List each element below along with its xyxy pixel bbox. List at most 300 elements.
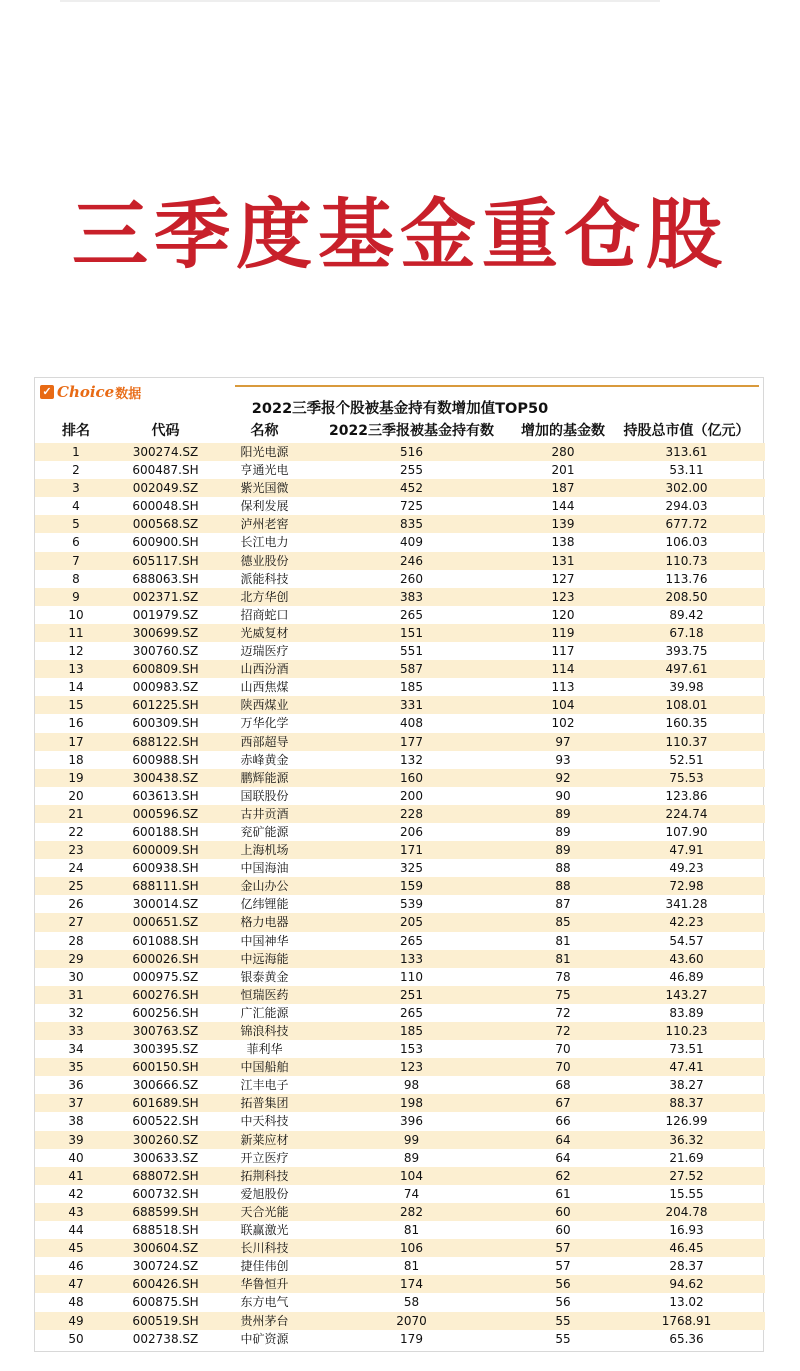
fund-count-cell: 587 — [400, 662, 423, 677]
rank-cell: 9 — [72, 589, 80, 604]
increase-cell: 68 — [555, 1078, 571, 1093]
code-cell: 600875.SH — [132, 1295, 199, 1310]
table-title: 2022三季报个股被基金持有数增加值TOP50 — [251, 401, 549, 417]
name-cell: 中国神华 — [240, 933, 289, 948]
table-row — [35, 696, 765, 714]
table-row — [35, 1293, 765, 1311]
code-cell: 600048.SH — [132, 499, 199, 514]
fund-count-cell: 104 — [400, 1168, 423, 1183]
name-cell: 金山办公 — [240, 879, 289, 894]
increase-cell: 120 — [551, 607, 575, 622]
fund-count-cell: 185 — [400, 680, 423, 695]
table-row — [35, 769, 765, 787]
code-cell: 688599.SH — [132, 1204, 199, 1219]
market-value-cell: 107.90 — [665, 824, 708, 839]
table-row — [35, 751, 765, 769]
rank-cell: 50 — [68, 1331, 84, 1346]
header-rank: 排名 — [62, 423, 90, 439]
fund-count-cell: 383 — [400, 589, 423, 604]
table-row — [35, 986, 765, 1004]
market-value-cell: 108.01 — [665, 698, 708, 713]
rank-cell: 29 — [68, 951, 84, 966]
market-value-cell: 126.99 — [665, 1114, 708, 1129]
code-cell: 300395.SZ — [132, 1042, 199, 1057]
name-cell: 联赢激光 — [240, 1223, 289, 1238]
market-value-cell: 110.73 — [665, 553, 708, 568]
code-cell: 601088.SH — [132, 933, 199, 948]
table-row — [35, 515, 765, 533]
increase-cell: 57 — [555, 1259, 571, 1274]
rank-cell: 43 — [68, 1204, 84, 1219]
fund-count-cell: 81 — [403, 1259, 420, 1274]
fund-count-cell: 516 — [400, 445, 423, 459]
code-cell: 600938.SH — [132, 861, 199, 876]
fund-count-cell: 265 — [400, 607, 423, 622]
table-row — [35, 805, 765, 823]
name-cell: 鹏辉能源 — [240, 770, 289, 785]
code-cell: 600426.SH — [132, 1277, 199, 1292]
name-cell: 中天科技 — [240, 1114, 289, 1129]
increase-cell: 97 — [555, 734, 571, 749]
name-cell: 银泰黄金 — [240, 969, 289, 984]
fund-count-cell: 205 — [400, 915, 423, 930]
table-row — [35, 678, 765, 696]
table-row — [35, 1330, 765, 1348]
name-cell: 万华化学 — [240, 716, 289, 731]
header-market-value: 持股总市值（亿元） — [623, 423, 750, 439]
rank-cell: 44 — [68, 1223, 84, 1238]
market-value-cell: 75.53 — [669, 770, 704, 785]
name-cell: 紫光国微 — [240, 481, 289, 496]
name-cell: 中远海能 — [240, 951, 289, 966]
market-value-cell: 89.42 — [669, 607, 704, 622]
name-cell: 陕西煤业 — [240, 698, 289, 713]
name-cell: 爱旭股份 — [240, 1186, 289, 1201]
market-value-cell: 143.27 — [665, 987, 708, 1002]
rank-cell: 40 — [68, 1150, 84, 1165]
market-value-cell: 106.03 — [665, 535, 708, 550]
name-cell: 德业股份 — [240, 553, 289, 568]
market-value-cell: 83.89 — [669, 1005, 704, 1020]
table-row — [35, 660, 765, 678]
code-cell: 300699.SZ — [132, 625, 199, 640]
rank-cell: 6 — [72, 535, 80, 550]
name-cell: 拓普集团 — [240, 1096, 289, 1111]
rank-cell: 17 — [68, 734, 84, 749]
market-value-cell: 393.75 — [665, 644, 708, 659]
fund-count-cell: 132 — [400, 752, 423, 767]
market-value-cell: 15.55 — [669, 1186, 704, 1201]
code-cell: 605117.SH — [132, 553, 199, 568]
rank-cell: 46 — [68, 1259, 84, 1274]
table-row — [35, 479, 765, 497]
increase-cell: 85 — [555, 915, 571, 930]
code-cell: 300014.SZ — [132, 897, 199, 912]
rank-cell: 27 — [68, 915, 84, 930]
fund-count-cell: 98 — [403, 1078, 420, 1093]
name-cell: 光威复材 — [240, 625, 289, 640]
name-cell: 长江电力 — [240, 535, 289, 550]
fund-count-cell: 58 — [403, 1295, 420, 1310]
table-row — [35, 1257, 765, 1275]
name-cell: 兖矿能源 — [240, 824, 289, 839]
increase-cell: 131 — [551, 553, 575, 568]
fund-count-cell: 396 — [400, 1114, 423, 1129]
increase-cell: 89 — [555, 806, 571, 821]
rank-cell: 10 — [68, 607, 84, 622]
increase-cell: 138 — [551, 535, 575, 550]
code-cell: 600988.SH — [132, 752, 199, 767]
code-cell: 601225.SH — [132, 698, 199, 713]
rank-cell: 15 — [68, 698, 84, 713]
increase-cell: 102 — [551, 716, 575, 731]
code-cell: 300438.SZ — [132, 770, 199, 785]
table-row — [35, 552, 765, 570]
table-row — [35, 1167, 765, 1185]
table-row — [35, 1221, 765, 1239]
increase-cell: 113 — [551, 680, 575, 695]
market-value-cell: 72.98 — [669, 879, 704, 894]
increase-cell: 119 — [551, 625, 575, 640]
code-cell: 688063.SH — [132, 571, 199, 586]
increase-cell: 72 — [555, 1024, 571, 1038]
code-cell: 002371.SZ — [132, 589, 199, 604]
code-cell: 600188.SH — [132, 824, 199, 839]
rank-cell: 47 — [68, 1277, 84, 1292]
increase-cell: 62 — [555, 1168, 571, 1183]
table-row — [35, 1149, 765, 1167]
name-cell: 东方电气 — [240, 1295, 289, 1310]
table-row — [35, 533, 765, 551]
code-cell: 600150.SH — [132, 1060, 199, 1075]
fund-count-cell: 325 — [400, 861, 423, 876]
name-cell: 长川科技 — [240, 1241, 289, 1256]
increase-cell: 89 — [555, 843, 571, 858]
rank-cell: 21 — [68, 806, 84, 821]
code-cell: 600732.SH — [132, 1186, 199, 1201]
increase-cell: 89 — [555, 824, 571, 839]
name-cell: 派能科技 — [240, 571, 289, 586]
fund-count-cell: 159 — [400, 879, 423, 894]
market-value-cell: 677.72 — [665, 517, 708, 532]
market-value-cell: 341.28 — [665, 897, 708, 912]
name-cell: 保利发展 — [240, 499, 289, 514]
code-cell: 600026.SH — [132, 951, 199, 966]
rank-cell: 24 — [68, 861, 84, 876]
name-cell: 拓荆科技 — [240, 1168, 289, 1183]
market-value-cell: 160.35 — [665, 716, 708, 731]
logo-brand: Choice — [57, 383, 115, 401]
increase-cell: 56 — [555, 1295, 571, 1310]
market-value-cell: 113.76 — [665, 571, 708, 586]
header-rule — [235, 385, 759, 387]
code-cell: 001979.SZ — [132, 607, 199, 622]
table-row — [35, 787, 765, 805]
fund-count-cell: 539 — [400, 897, 423, 912]
increase-cell: 90 — [555, 788, 571, 803]
table-row — [35, 1058, 765, 1076]
name-cell: 华鲁恒升 — [240, 1277, 289, 1292]
table-row — [35, 497, 765, 515]
fund-count-cell: 725 — [400, 499, 423, 514]
market-value-cell: 94.62 — [669, 1277, 704, 1292]
fund-count-cell: 331 — [400, 698, 423, 713]
market-value-cell: 47.41 — [669, 1060, 704, 1075]
increase-cell: 72 — [555, 1005, 571, 1020]
fund-count-cell: 89 — [403, 1150, 420, 1165]
code-cell: 600256.SH — [132, 1005, 199, 1020]
fund-count-cell: 106 — [400, 1241, 423, 1256]
code-cell: 688122.SH — [132, 734, 199, 749]
page-headline: 三季度基金重仓股 — [72, 190, 728, 279]
market-value-cell: 67.18 — [669, 625, 704, 640]
fund-count-cell: 198 — [400, 1096, 423, 1111]
rank-cell: 5 — [72, 517, 80, 532]
fund-count-cell: 74 — [403, 1186, 420, 1201]
rank-cell: 3 — [72, 481, 80, 496]
header-increase: 增加的基金数 — [521, 423, 605, 439]
name-cell: 迈瑞医疗 — [240, 644, 289, 659]
increase-cell: 57 — [555, 1241, 571, 1256]
market-value-cell: 123.86 — [665, 788, 708, 803]
name-cell: 开立医疗 — [240, 1150, 289, 1165]
table-row — [35, 1004, 765, 1022]
increase-cell: 55 — [555, 1331, 571, 1346]
rank-cell: 4 — [72, 499, 80, 514]
rank-cell: 32 — [68, 1005, 84, 1020]
table-row — [35, 1275, 765, 1293]
market-value-cell: 497.61 — [665, 662, 708, 677]
fund-count-cell: 260 — [400, 571, 423, 586]
rank-cell: 31 — [68, 987, 84, 1002]
table-row — [35, 841, 765, 859]
table-header-row — [35, 420, 765, 442]
market-value-cell: 21.69 — [669, 1150, 704, 1165]
rank-cell: 20 — [68, 788, 84, 803]
code-cell: 000983.SZ — [132, 680, 199, 695]
fund-count-cell: 133 — [400, 951, 423, 966]
table-card — [34, 377, 764, 1352]
table-row — [35, 913, 765, 931]
table-row — [35, 606, 765, 624]
code-cell: 688072.SH — [132, 1168, 199, 1183]
table-row — [35, 968, 765, 986]
rank-cell: 23 — [68, 843, 84, 858]
name-cell: 赤峰黄金 — [240, 752, 289, 767]
market-value-cell: 65.36 — [669, 1331, 704, 1346]
table-row — [35, 1076, 765, 1094]
increase-cell: 64 — [555, 1132, 571, 1147]
increase-cell: 78 — [555, 969, 571, 984]
increase-cell: 56 — [555, 1277, 571, 1292]
name-cell: 山西焦煤 — [240, 680, 289, 695]
increase-cell: 55 — [555, 1313, 571, 1328]
fund-count-cell: 99 — [403, 1132, 420, 1147]
name-cell: 贵州茅台 — [240, 1313, 289, 1328]
table-row — [35, 1040, 765, 1058]
top-divider — [60, 0, 660, 2]
increase-cell: 280 — [551, 445, 575, 459]
market-value-cell: 46.89 — [669, 969, 704, 984]
market-value-cell: 313.61 — [665, 445, 708, 459]
market-value-cell: 1768.91 — [661, 1313, 712, 1328]
code-cell: 000975.SZ — [132, 969, 199, 984]
market-value-cell: 224.74 — [665, 806, 708, 821]
fund-count-cell: 265 — [400, 1005, 423, 1020]
market-value-cell: 52.51 — [669, 752, 704, 767]
market-value-cell: 294.03 — [665, 499, 708, 514]
increase-cell: 70 — [555, 1060, 571, 1075]
rank-cell: 39 — [68, 1132, 84, 1147]
rank-cell: 38 — [68, 1114, 84, 1129]
table-row — [35, 624, 765, 642]
fund-count-cell: 171 — [400, 843, 423, 858]
logo-sub: 数据 — [115, 386, 142, 402]
fund-count-cell: 177 — [400, 734, 423, 749]
rank-cell: 2 — [72, 463, 80, 478]
fund-count-cell: 81 — [403, 1223, 420, 1238]
header-name: 名称 — [250, 423, 279, 439]
table-row — [35, 950, 765, 968]
rank-cell: 45 — [68, 1241, 84, 1256]
code-cell: 688518.SH — [132, 1223, 199, 1238]
increase-cell: 187 — [551, 481, 575, 496]
code-cell: 600522.SH — [132, 1114, 199, 1129]
market-value-cell: 208.50 — [665, 589, 708, 604]
market-value-cell: 302.00 — [665, 481, 708, 496]
rank-cell: 22 — [68, 824, 84, 839]
market-value-cell: 28.37 — [669, 1259, 704, 1274]
name-cell: 格力电器 — [240, 915, 289, 930]
code-cell: 600809.SH — [132, 662, 199, 677]
table-row — [35, 1185, 765, 1203]
table-body — [35, 443, 765, 1348]
market-value-cell: 88.37 — [669, 1096, 704, 1111]
code-cell: 300260.SZ — [132, 1132, 199, 1147]
fund-count-cell: 200 — [400, 788, 423, 803]
increase-cell: 114 — [551, 662, 575, 677]
code-cell: 002738.SZ — [132, 1331, 199, 1346]
market-value-cell: 110.23 — [665, 1024, 708, 1038]
rank-cell: 41 — [68, 1168, 84, 1183]
market-value-cell: 13.02 — [669, 1295, 704, 1310]
market-value-cell: 27.52 — [669, 1168, 704, 1183]
code-cell: 002049.SZ — [132, 481, 199, 496]
name-cell: 阳光电源 — [240, 445, 289, 459]
increase-cell: 93 — [555, 752, 571, 767]
rank-cell: 33 — [68, 1024, 84, 1038]
increase-cell: 144 — [551, 499, 575, 514]
code-cell: 300633.SZ — [132, 1150, 199, 1165]
fund-count-cell: 409 — [400, 535, 423, 550]
table-row — [35, 570, 765, 588]
code-cell: 300760.SZ — [132, 644, 199, 659]
rank-cell: 1 — [72, 445, 80, 459]
table-row — [35, 1022, 765, 1040]
name-cell: 广汇能源 — [240, 1005, 289, 1020]
name-cell: 恒瑞医药 — [240, 987, 289, 1002]
increase-cell: 60 — [555, 1223, 571, 1238]
rank-cell: 37 — [68, 1096, 84, 1111]
table-row — [35, 714, 765, 732]
increase-cell: 88 — [555, 879, 571, 894]
name-cell: 新莱应材 — [240, 1132, 289, 1147]
name-cell: 江丰电子 — [240, 1078, 289, 1093]
increase-cell: 64 — [555, 1150, 571, 1165]
rank-cell: 42 — [68, 1186, 84, 1201]
code-cell: 600309.SH — [132, 716, 199, 731]
increase-cell: 201 — [551, 463, 575, 478]
table-row — [35, 823, 765, 841]
increase-cell: 127 — [551, 571, 575, 586]
rank-cell: 36 — [68, 1078, 84, 1093]
rank-cell: 49 — [68, 1313, 84, 1328]
name-cell: 中国海油 — [240, 861, 289, 876]
fund-count-cell: 123 — [400, 1060, 423, 1075]
rank-cell: 35 — [68, 1060, 84, 1075]
fund-count-cell: 408 — [400, 716, 423, 731]
rank-cell: 19 — [68, 770, 84, 785]
name-cell: 中国船舶 — [240, 1060, 289, 1075]
increase-cell: 117 — [551, 644, 575, 659]
header-fund-count: 2022三季报被基金持有数 — [329, 423, 494, 439]
market-value-cell: 16.93 — [669, 1223, 704, 1238]
fund-count-cell: 110 — [400, 969, 423, 984]
code-cell: 300666.SZ — [132, 1078, 199, 1093]
market-value-cell: 110.37 — [665, 734, 708, 749]
name-cell: 山西汾酒 — [240, 662, 289, 677]
name-cell: 国联股份 — [240, 788, 289, 803]
fund-count-cell: 251 — [400, 987, 423, 1002]
name-cell: 捷佳伟创 — [240, 1259, 289, 1274]
market-value-cell: 38.27 — [669, 1078, 704, 1093]
name-cell: 天合光能 — [240, 1204, 289, 1219]
fund-count-cell: 160 — [400, 770, 423, 785]
code-cell: 000651.SZ — [132, 915, 199, 930]
market-value-cell: 73.51 — [669, 1042, 704, 1057]
rank-cell: 12 — [68, 644, 84, 659]
table-row — [35, 1112, 765, 1130]
fund-count-cell: 206 — [400, 824, 423, 839]
rank-cell: 28 — [68, 933, 84, 948]
increase-cell: 75 — [555, 987, 571, 1002]
fund-count-cell: 153 — [400, 1042, 423, 1057]
fund-count-cell: 151 — [400, 625, 423, 640]
table-row — [35, 443, 765, 461]
code-cell: 300724.SZ — [132, 1259, 199, 1274]
rank-cell: 18 — [68, 752, 84, 767]
increase-cell: 87 — [555, 897, 571, 912]
table-row — [35, 877, 765, 895]
increase-cell: 81 — [555, 933, 571, 948]
market-value-cell: 43.60 — [669, 951, 704, 966]
rank-cell: 48 — [68, 1295, 84, 1310]
code-cell: 600009.SH — [132, 843, 199, 858]
market-value-cell: 54.57 — [669, 933, 704, 948]
market-value-cell: 53.11 — [669, 463, 704, 478]
code-cell: 600519.SH — [132, 1313, 199, 1328]
market-value-cell: 42.23 — [669, 915, 704, 930]
table-row — [35, 461, 765, 479]
name-cell: 西部超导 — [240, 734, 289, 749]
fund-count-cell: 265 — [400, 933, 423, 948]
name-cell: 古井贡酒 — [240, 806, 289, 821]
fund-count-cell: 551 — [400, 644, 423, 659]
header-code: 代码 — [151, 423, 180, 439]
market-value-cell: 204.78 — [665, 1204, 708, 1219]
code-cell: 300274.SZ — [132, 445, 199, 459]
market-value-cell: 47.91 — [669, 843, 704, 858]
